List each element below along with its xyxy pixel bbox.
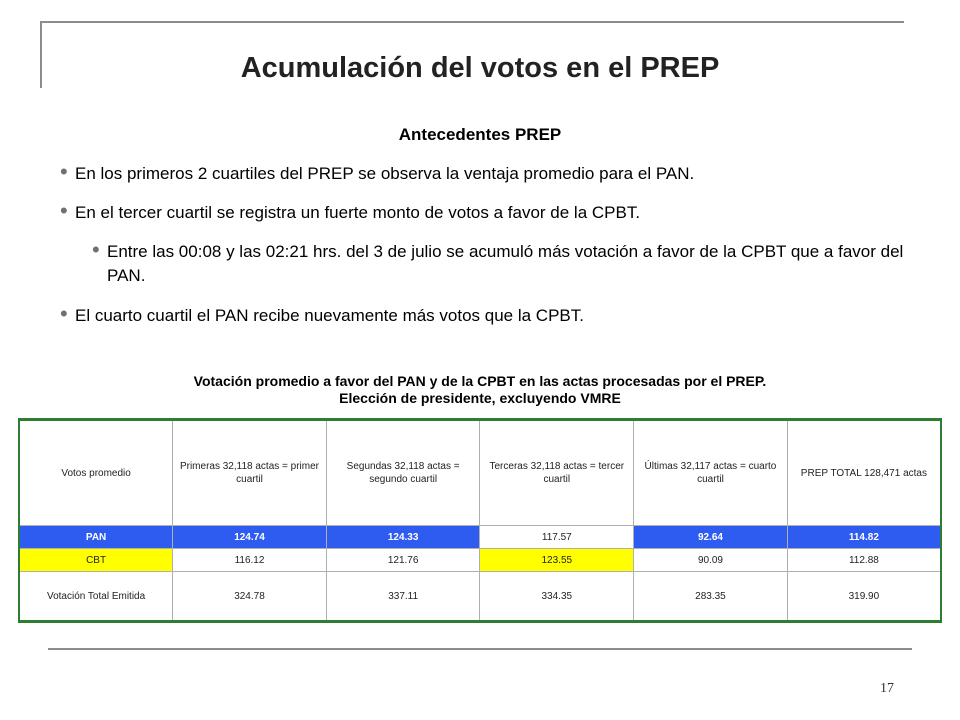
bullet-4 bbox=[60, 301, 935, 328]
header-cell: Segundas 32,118 actas = segundo cuartil bbox=[326, 420, 480, 526]
bullet-1 bbox=[60, 159, 935, 186]
bullet-dot-icon: • bbox=[60, 301, 68, 326]
value-cell: 117.57 bbox=[480, 526, 634, 549]
bullet-2 bbox=[60, 198, 935, 225]
bullet-dot-icon: • bbox=[92, 237, 100, 262]
header-cell: PREP TOTAL 128,471 actas bbox=[787, 420, 941, 526]
header-cell: Terceras 32,118 actas = tercer cuartil bbox=[480, 420, 634, 526]
table-caption-line-2: Elección de presidente, excluyendo VMRE bbox=[339, 390, 621, 406]
value-cell: 334.35 bbox=[480, 572, 634, 622]
value-cell: 114.82 bbox=[787, 526, 941, 549]
value-cell: 90.09 bbox=[634, 549, 788, 572]
row-label: PAN bbox=[19, 526, 173, 549]
header-cell: Votos promedio bbox=[19, 420, 173, 526]
header-cell: Últimas 32,117 actas = cuarto cuartil bbox=[634, 420, 788, 526]
table-row-total bbox=[19, 572, 941, 622]
row-label: CBT bbox=[19, 549, 173, 572]
value-cell: 116.12 bbox=[173, 549, 327, 572]
bullet-text: En el tercer cuartil se registra un fuerte monto de votos a favor de la CPBT. bbox=[75, 203, 641, 222]
table-header-row bbox=[19, 420, 941, 526]
value-cell: 121.76 bbox=[326, 549, 480, 572]
value-cell: 319.90 bbox=[787, 572, 941, 622]
bullet-dot-icon: • bbox=[60, 198, 68, 223]
table-caption-line-1: Votación promedio a favor del PAN y de la CPBT en las actas procesadas por el PREP. bbox=[193, 373, 767, 389]
bullet-3-sub bbox=[92, 237, 922, 288]
value-cell: 283.35 bbox=[634, 572, 788, 622]
top-rule bbox=[40, 21, 904, 23]
bullet-text: El cuarto cuartil el PAN recibe nuevamente más votos que la CPBT. bbox=[75, 306, 584, 325]
value-cell: 123.55 bbox=[480, 549, 634, 572]
value-cell: 337.11 bbox=[326, 572, 480, 622]
value-cell: 124.74 bbox=[173, 526, 327, 549]
bullet-dot-icon: • bbox=[60, 159, 68, 184]
subheading: Antecedentes PREP bbox=[398, 125, 562, 144]
header-cell: Primeras 32,118 actas = primer cuartil bbox=[173, 420, 327, 526]
row-label: Votación Total Emitida bbox=[19, 572, 173, 622]
bullet-text: En los primeros 2 cuartiles del PREP se observa la ventaja promedio para el PAN. bbox=[75, 164, 695, 183]
value-cell: 112.88 bbox=[787, 549, 941, 572]
table-row-pan bbox=[19, 526, 941, 549]
bullet-text: Entre las 00:08 y las 02:21 hrs. del 3 de julio se acumuló más votación a favor de la CPBT que a favor del PAN. bbox=[107, 242, 904, 285]
table-row-cbt bbox=[19, 549, 941, 572]
slide-title: Acumulación del votos en el PREP bbox=[240, 52, 720, 84]
votes-table bbox=[18, 418, 942, 623]
page-number: 17 bbox=[880, 681, 894, 696]
value-cell: 92.64 bbox=[634, 526, 788, 549]
bottom-rule bbox=[48, 648, 912, 650]
table-caption bbox=[0, 373, 960, 407]
value-cell: 124.33 bbox=[326, 526, 480, 549]
value-cell: 324.78 bbox=[173, 572, 327, 622]
